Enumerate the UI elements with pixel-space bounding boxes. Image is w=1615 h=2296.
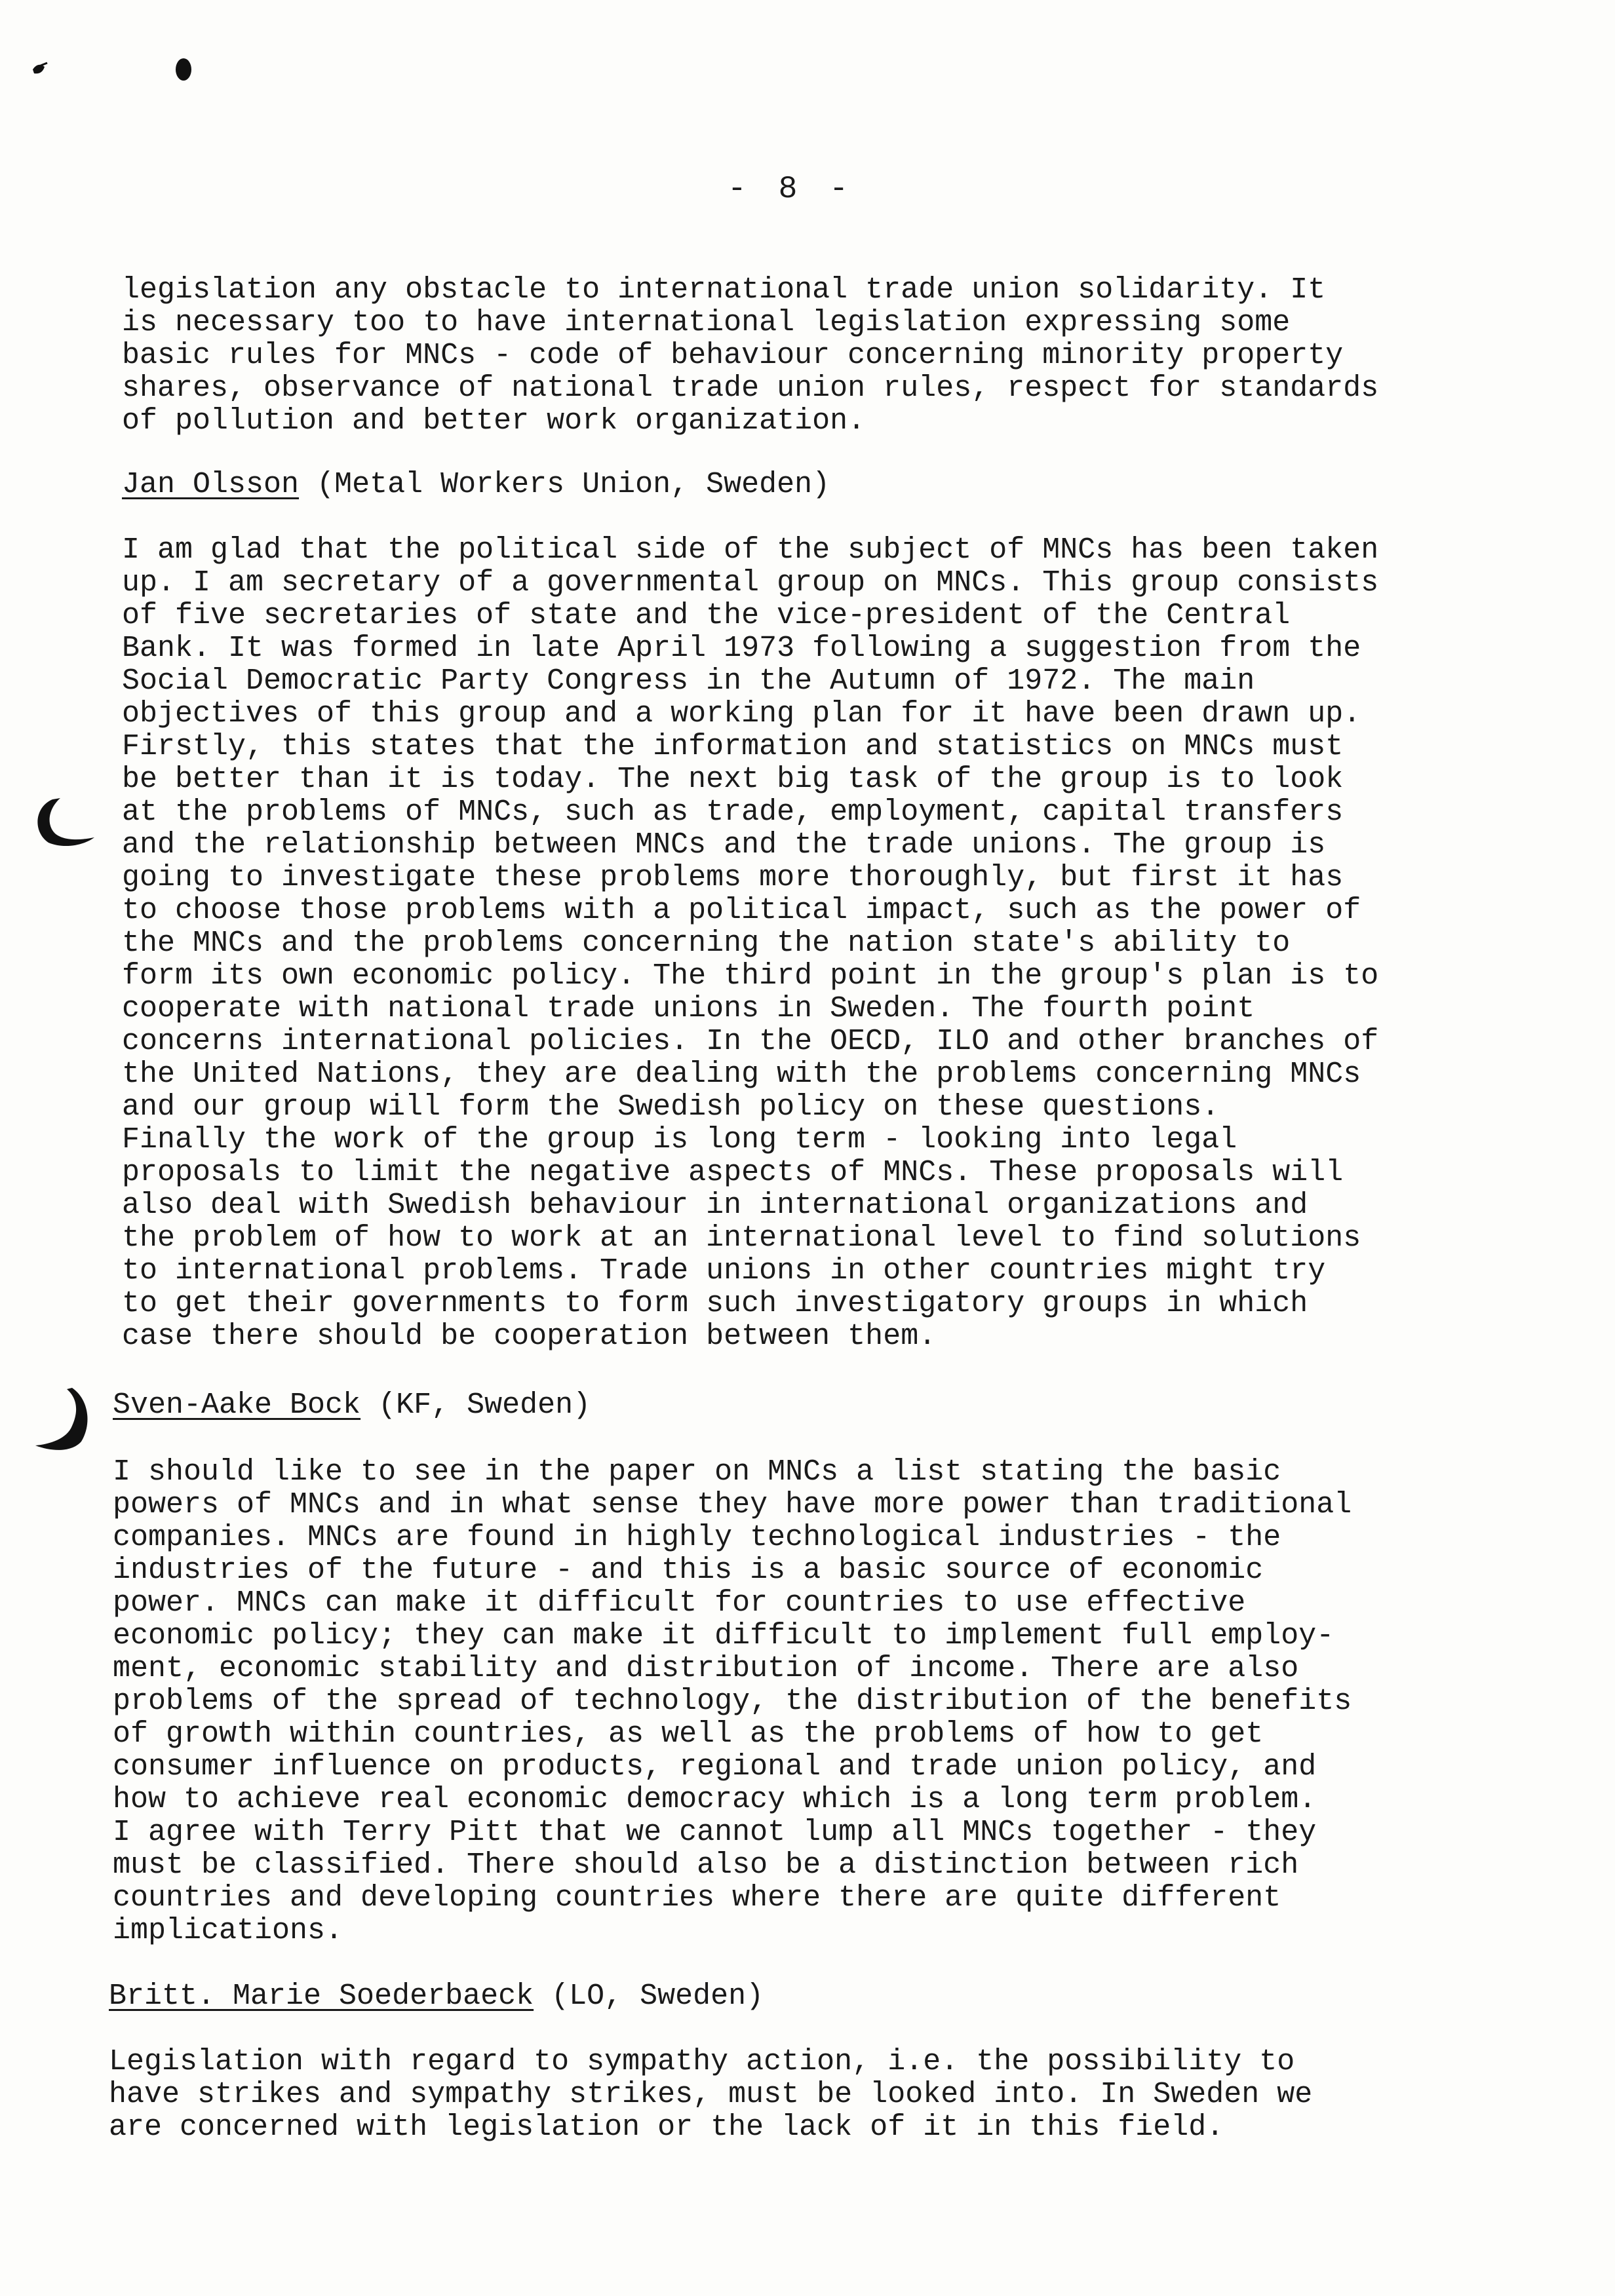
hole-mark-icon — [172, 55, 195, 84]
text-line: and the relationship between MNCs and the trade unions. The group is — [122, 828, 1326, 862]
text-line: how to achieve real economic democracy which is a long term problem. — [113, 1783, 1317, 1816]
text-line: be better than it is today. The next big task of the group is to look — [122, 763, 1344, 796]
speaker-heading-jan-olsson — [122, 469, 830, 501]
text-line: have strikes and sympathy strikes, must be looked into. In Sweden we — [109, 2078, 1313, 2111]
text-line: objectives of this group and a working plan for it have been drawn up. — [122, 697, 1361, 731]
text-line: are concerned with legislation or the lack of it in this field. — [109, 2111, 1224, 2144]
text-line: at the problems of MNCs, such as trade, employment, capital transfers — [122, 795, 1344, 829]
text-line: up. I am secretary of a governmental group on MNCs. This group consists — [122, 566, 1379, 600]
text-line: of five secretaries of state and the vice-president of the Central — [122, 599, 1291, 632]
text-line: to get their governments to form such investigatory groups in which — [122, 1287, 1308, 1320]
speaker-name: Britt. Marie Soederbaeck — [109, 1980, 534, 2013]
text-line: proposals to limit the negative aspects of MNCs. These proposals will — [122, 1156, 1344, 1189]
binding-mark-lower-icon — [26, 1384, 98, 1456]
text-line: and our group will form the Swedish policy on these questions. — [122, 1090, 1220, 1124]
paragraph-britt-marie-soederbaeck — [109, 2046, 1312, 2144]
text-line: industries of the future - and this is a basic source of economic — [113, 1554, 1264, 1587]
text-line: concerns international policies. In the OECD, ILO and other branches of — [122, 1025, 1379, 1058]
text-line: must be classified. There should also be a distinction between rich — [113, 1848, 1299, 1882]
text-line: Legislation with regard to sympathy action, i.e. the possibility to — [109, 2045, 1295, 2078]
text-line: powers of MNCs and in what sense they have more power than traditional — [113, 1488, 1352, 1521]
text-line: Social Democratic Party Congress in the Autumn of 1972. The main — [122, 664, 1255, 698]
text-line: basic rules for MNCs - code of behaviour concerning minority property — [122, 339, 1344, 372]
text-line: Finally the work of the group is long term - looking into legal — [122, 1123, 1237, 1157]
text-line: Firstly, this states that the information and statistics on MNCs must — [122, 730, 1344, 763]
text-line: form its own economic policy. The third point in the group's plan is to — [122, 959, 1379, 993]
speaker-name: Sven-Aake Bock — [113, 1388, 361, 1422]
text-line: countries and developing countries where there are quite different — [113, 1881, 1281, 1915]
text-line: cooperate with national trade unions in Sweden. The fourth point — [122, 992, 1255, 1025]
text-line: is necessary too to have international legislation expressing some — [122, 306, 1291, 339]
punch-hole-mark-icon — [29, 55, 186, 81]
speaker-name: Jan Olsson — [122, 468, 300, 501]
binding-mark-upper-icon — [26, 794, 98, 853]
text-line: I am glad that the political side of the subject of MNCs has been taken — [122, 533, 1379, 567]
text-line: power. MNCs can make it difficult for countries to use effective — [113, 1586, 1246, 1620]
text-line: to choose those problems with a political impact, such as the power of — [122, 894, 1361, 927]
text-line: the United Nations, they are dealing with the problems concerning MNCs — [122, 1058, 1361, 1091]
speaker-heading-britt-marie-soederbaeck — [109, 1980, 764, 2013]
text-line: the problem of how to work at an international level to find solutions — [122, 1221, 1361, 1255]
text-line: the MNCs and the problems concerning the nation state's ability to — [122, 927, 1291, 960]
text-line: also deal with Swedish behaviour in international organizations and — [122, 1189, 1308, 1222]
text-line: Bank. It was formed in late April 1973 following a suggestion from the — [122, 632, 1361, 665]
text-line: to international problems. Trade unions in other countries might try — [122, 1254, 1326, 1288]
text-line: shares, observance of national trade union rules, respect for standards — [122, 372, 1379, 405]
speaker-heading-sven-aake-bock — [113, 1389, 591, 1422]
text-line: problems of the spread of technology, the distribution of the benefits — [113, 1685, 1352, 1718]
speaker-affiliation: (LO, Sweden) — [551, 1980, 764, 2013]
text-line: of pollution and better work organization. — [122, 404, 866, 438]
text-line: going to investigate these problems more thoroughly, but first it has — [122, 861, 1344, 894]
text-line: I agree with Terry Pitt that we cannot lump all MNCs together - they — [113, 1816, 1317, 1849]
text-line: of growth within countries, as well as the problems of how to get — [113, 1717, 1264, 1751]
page-number: - 8 - — [728, 172, 855, 207]
text-line: consumer influence on products, regional and trade union policy, and — [113, 1750, 1317, 1784]
text-line: ment, economic stability and distribution of income. There are also — [113, 1652, 1299, 1685]
paragraph-jan-olsson — [122, 534, 1378, 1353]
paragraph-intro — [122, 274, 1378, 438]
speaker-affiliation: (Metal Workers Union, Sweden) — [317, 468, 830, 501]
text-line: implications. — [113, 1914, 343, 1947]
speaker-affiliation: (KF, Sweden) — [378, 1388, 591, 1422]
text-line: economic policy; they can make it difficult to implement full employ- — [113, 1619, 1334, 1653]
text-line: legislation any obstacle to international trade union solidarity. It — [122, 273, 1326, 307]
text-line: companies. MNCs are found in highly technological industries - the — [113, 1521, 1281, 1554]
text-line: I should like to see in the paper on MNCs a list stating the basic — [113, 1455, 1281, 1489]
paragraph-sven-aake-bock — [113, 1456, 1352, 1947]
text-line: case there should be cooperation between them. — [122, 1320, 937, 1353]
